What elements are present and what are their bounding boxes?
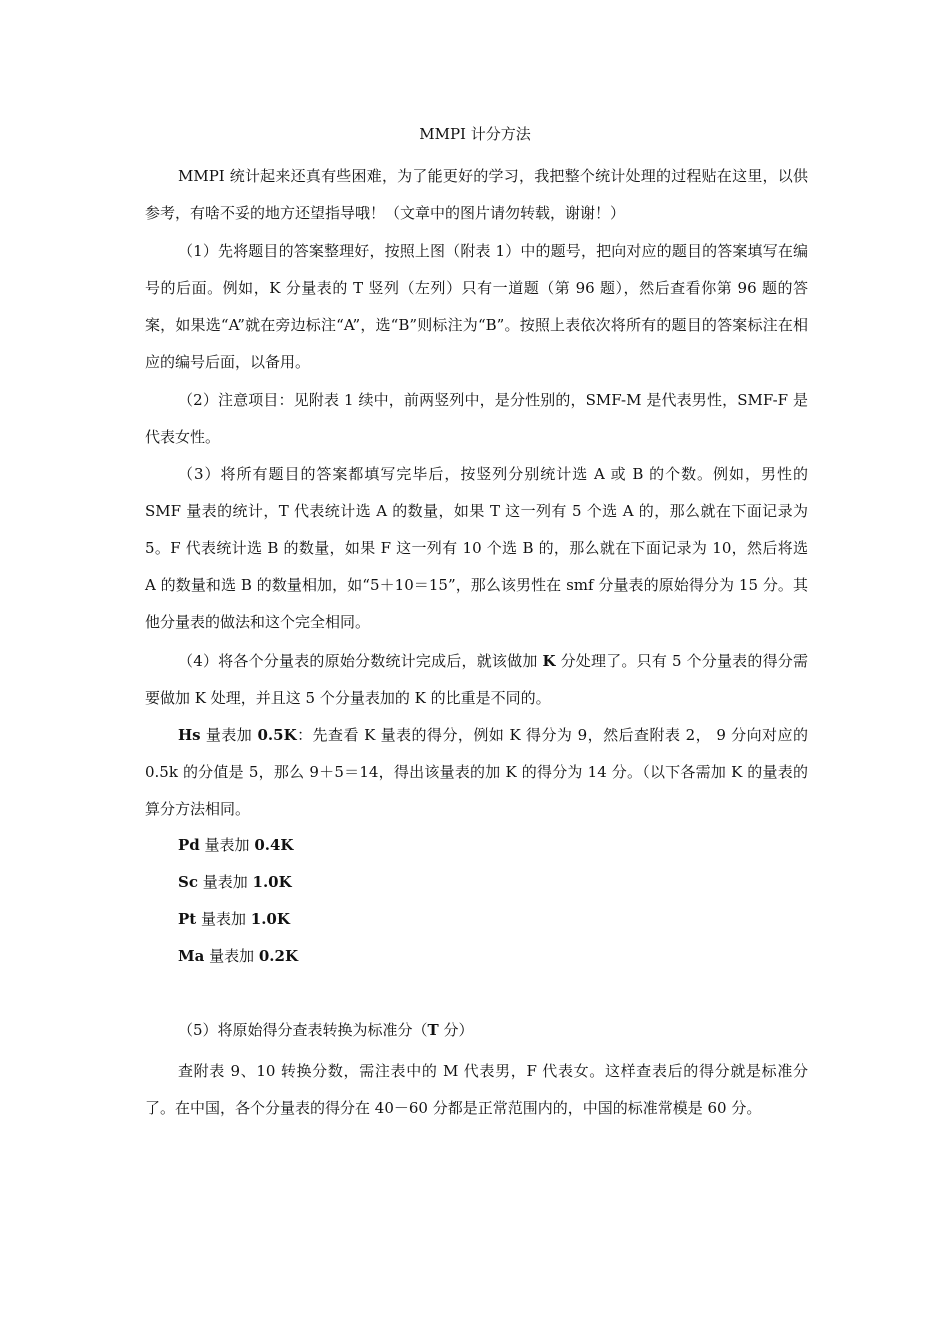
step2-paragraph: （2）注意项目：见附表 1 续中，前两竖列中，是分性别的，SMF-M 是代表男性，SMF-F 是代表女性。 bbox=[145, 391, 808, 446]
hs-scale-weight: 0.5K bbox=[257, 726, 297, 744]
step3-paragraph: （3）将所有题目的答案都填写完毕后，按竖列分别统计选 A 或 B 的个数。例如，男性的 SMF 量表的统计，T 代表统计选 A 的数量，如果 T 这一列有 5 个选 A 的，那么就在下面记录为 5。F 代表统计选 B 的数量，如果 F 这一列有 10 个选 B 的，那么就在下面记录为 10，然后将选 A 的数量和选 B 的数量相加，如“5＋10＝15”，那么该男性在 smf 分量表的原始得分为 15 分。其他分量表的做法和这个完全相同。 bbox=[145, 465, 808, 631]
ma-scale-name: Ma bbox=[178, 947, 205, 965]
step4-text-b: 分处理了。只有 5 个分量表的得分需要做加 K 处理，并且这 5 个分量表加的 K 的比重是不同的。 bbox=[145, 652, 808, 707]
step5-paragraph: 查附表 9、10 转换分数，需注表中的 M 代表男，F 代表女。这样查表后的得分就是标准分了。在中国，各个分量表的得分在 40－60 分都是正常范围内的，中国的标准常模是 60 分。 bbox=[145, 1062, 808, 1117]
step4-text-a: （4）将各个分量表的原始分数统计完成后，就该做加 bbox=[178, 652, 543, 670]
pt-scale-line bbox=[178, 907, 290, 931]
step4-k-label: K bbox=[542, 652, 556, 670]
intro-paragraph: MMPI 统计起来还真有些困难，为了能更好的学习，我把整个统计处理的过程贴在这里，以供参考，有啥不妥的地方还望指导哦！（文章中的图片请勿转载，谢谢！） bbox=[145, 167, 808, 222]
hs-scale-text: ：先查看 K 量表的得分，例如 K 得分为 9，然后查附表 2， 9 分向对应的 0.5k 的分值是 5，那么 9＋5＝14，得出该量表的加 K 的得分为 14 分。（以下各需加 K 的量表的算分方法相同。 bbox=[145, 726, 808, 818]
document-title: MMPI 计分方法 bbox=[419, 125, 531, 143]
pt-scale-weight: 1.0K bbox=[250, 910, 290, 928]
ma-scale-line bbox=[178, 944, 298, 968]
pd-scale-weight: 0.4K bbox=[254, 836, 294, 854]
step5-t-label: T bbox=[427, 1021, 439, 1039]
pt-scale-mid: 量表加 bbox=[196, 910, 251, 928]
sc-scale-mid: 量表加 bbox=[197, 873, 253, 891]
ma-scale-weight: 0.2K bbox=[258, 947, 299, 965]
sc-scale-weight: 1.0K bbox=[252, 873, 292, 891]
hs-scale-name: Hs bbox=[178, 726, 201, 744]
hs-scale-paragraph bbox=[145, 717, 808, 828]
step1-paragraph: （1）先将题目的答案整理好，按照上图（附表 1）中的题号，把向对应的题目的答案填写在编号的后面。例如，K 分量表的 T 竖列（左列）只有一道题（第 96 题），然后查看你第 96 题的答案，如果选“A”就在旁边标注“A”，选“B”则标注为“B”。按照上表依次将所有的题目的答案标注在相应的编号后面，以备用。 bbox=[145, 242, 808, 371]
step5-text-b: 分） bbox=[438, 1021, 474, 1039]
step5-heading bbox=[178, 1018, 474, 1042]
ma-scale-mid: 量表加 bbox=[204, 947, 259, 965]
step4-paragraph bbox=[145, 643, 808, 717]
pt-scale-name: Pt bbox=[178, 910, 197, 928]
step5-text-a: （5）将原始得分查表转换为标准分（ bbox=[178, 1021, 428, 1039]
sc-scale-name: Sc bbox=[178, 873, 198, 891]
pd-scale-name: Pd bbox=[178, 836, 200, 854]
sc-scale-line bbox=[178, 870, 292, 894]
pd-scale-mid: 量表加 bbox=[199, 836, 255, 854]
hs-scale-mid: 量表加 bbox=[200, 726, 258, 744]
pd-scale-line bbox=[178, 833, 293, 857]
